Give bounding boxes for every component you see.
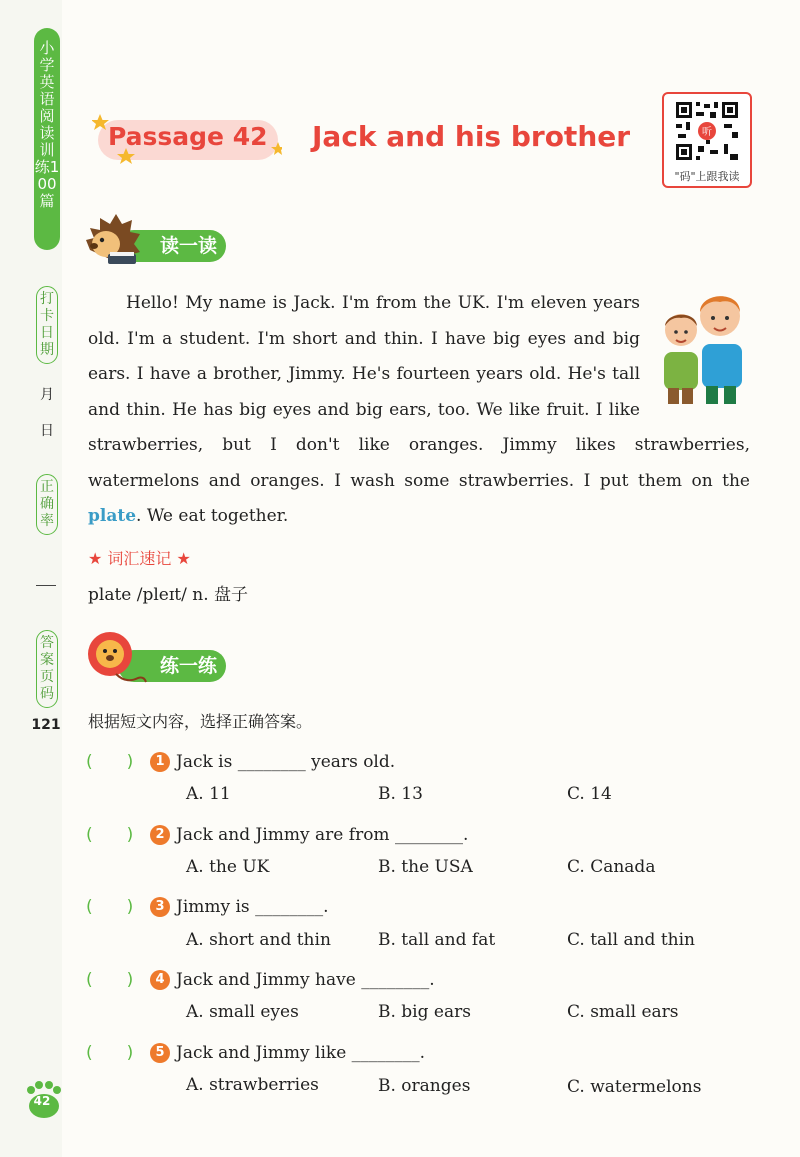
hedgehog-reading-icon <box>82 210 144 272</box>
page-title: Jack and his brother <box>312 120 631 153</box>
qr-listen-label: 听 <box>702 127 712 138</box>
option-c[interactable]: C. small ears <box>567 1002 679 1022</box>
option-a[interactable]: A. the UK <box>186 857 270 877</box>
qr-caption: "码"上跟我读 <box>674 170 740 183</box>
option-c[interactable]: C. watermelons <box>567 1077 702 1097</box>
question-number: 2 <box>150 825 170 845</box>
question-text: Jimmy is ________. <box>176 897 329 917</box>
vocab-word-plate: plate <box>88 506 137 526</box>
passage-text-end: . We eat together. <box>136 506 289 526</box>
answer-page-number: 121 <box>31 717 61 733</box>
option-a[interactable]: A. short and thin <box>186 930 331 950</box>
question-text: Jack is ________ years old. <box>176 752 396 772</box>
passage-text: Hello! My name is Jack. I'm from the UK. I'm eleven years old. I'm a student. I'm short and thin. I have big eyes and big ears. I have a brother, Jimmy. He's fourteen years old. He's tall and thin. He has big eyes and big ears, too. We like fruit. I like strawberries, but I don't like oranges. Jimmy likes strawberries, watermelons and oranges. I wash some strawberries. I put them on the <box>88 293 750 491</box>
instruction-text: 根据短文内容，选择正确答案。 <box>88 712 313 731</box>
lion-icon <box>86 626 148 692</box>
question-2 <box>86 820 468 845</box>
answer-page-label: 答案页码 <box>36 630 58 708</box>
option-c[interactable]: C. tall and thin <box>567 930 695 950</box>
two-boys-illustration <box>658 286 750 404</box>
question-number: 1 <box>150 752 170 772</box>
question-text: Jack and Jimmy have ________. <box>176 970 435 990</box>
question-number: 5 <box>150 1043 170 1063</box>
vocab-heading: ★ 词汇速记 ★ <box>88 549 191 568</box>
option-b[interactable]: B. 13 <box>378 784 423 804</box>
answer-blank[interactable]: ( ) <box>86 825 134 845</box>
option-b[interactable]: B. tall and fat <box>378 930 496 950</box>
option-c[interactable]: C. Canada <box>567 857 656 877</box>
answer-blank[interactable]: ( ) <box>86 970 134 990</box>
question-text: Jack and Jimmy are from ________. <box>176 825 469 845</box>
option-c[interactable]: C. 14 <box>567 784 612 804</box>
option-a[interactable]: A. 11 <box>186 784 231 804</box>
option-b[interactable]: B. big ears <box>378 1002 471 1022</box>
question-5 <box>86 1038 425 1063</box>
question-3 <box>86 892 328 917</box>
section-practice-header: 练一练 <box>118 650 226 682</box>
question-4 <box>86 965 435 990</box>
accuracy-blank <box>36 585 56 586</box>
option-b[interactable]: B. oranges <box>378 1076 471 1096</box>
answer-blank[interactable]: ( ) <box>86 897 134 917</box>
question-number: 3 <box>150 897 170 917</box>
question-text: Jack and Jimmy like ________. <box>176 1043 426 1063</box>
option-b[interactable]: B. the USA <box>378 857 473 877</box>
qr-code-icon <box>664 94 750 166</box>
answer-blank[interactable]: ( ) <box>86 1043 134 1063</box>
vocab-entry: plate /pleɪt/ n. 盘子 <box>88 585 249 605</box>
day-label: 日 <box>40 423 54 439</box>
month-label: 月 <box>40 387 54 403</box>
option-a[interactable]: A. strawberries <box>186 1075 319 1095</box>
series-title: 小学英语阅读训练100篇 <box>34 39 60 210</box>
page-number: 42 <box>33 1094 51 1108</box>
passage-number: Passage 42 <box>108 122 268 151</box>
reading-passage <box>88 286 750 535</box>
checkin-date-label: 打卡日期 <box>36 286 58 364</box>
section-read-header: 读一读 <box>118 230 226 262</box>
option-a[interactable]: A. small eyes <box>186 1002 299 1022</box>
accuracy-label: 正确率 <box>36 474 58 535</box>
answer-blank[interactable]: ( ) <box>86 752 134 772</box>
question-1 <box>86 747 395 772</box>
question-number: 4 <box>150 970 170 990</box>
